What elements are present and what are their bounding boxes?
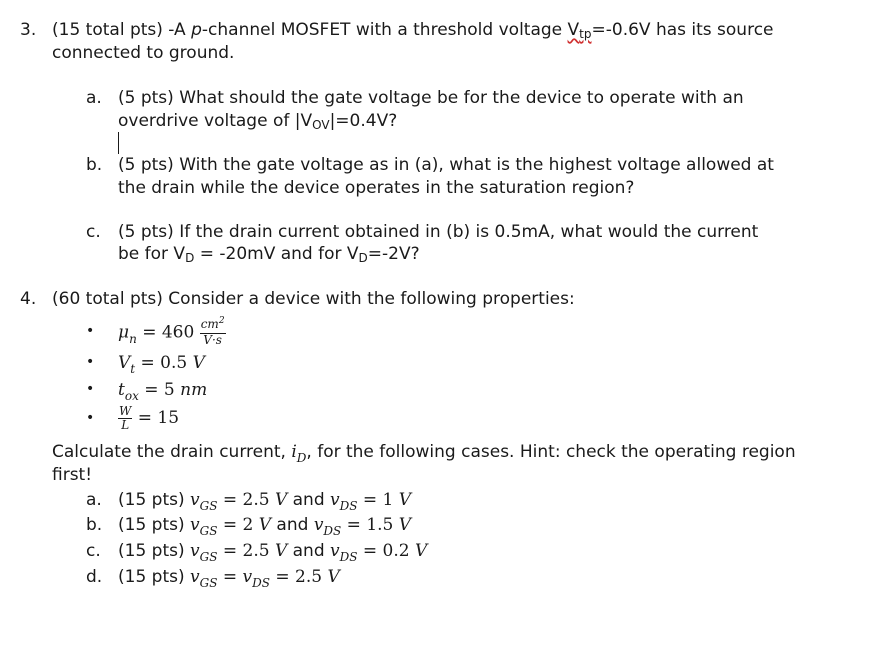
q3b-line1: (5 pts) With the gate voltage as in (a), what is the highest voltage allowed at <box>118 155 774 175</box>
q3-p-italic: p <box>191 20 202 40</box>
q3b-label: b. <box>86 155 103 175</box>
q4-calc-line1: Calculate the drain current, $i_D$, for the following cases. Hint: check the operating region <box>52 442 796 465</box>
q3-vtp: Vtp <box>567 20 592 41</box>
q4a-label: a. <box>86 490 102 510</box>
q3-line1-prefix: (15 total pts) -A <box>52 20 192 40</box>
q4d-label: d. <box>86 567 103 587</box>
bullet-icon: • <box>86 354 95 370</box>
text-cursor <box>118 132 119 154</box>
q4-intro: (60 total pts) Consider a device with the following properties: <box>52 289 575 309</box>
prop-tox: $t_{ox} = 5$ nm <box>118 380 208 403</box>
q3c-line2: be for VD = -20mV and for VD=-2V? <box>118 244 420 265</box>
q4c-label: c. <box>86 541 101 561</box>
q4-number: 4. <box>20 289 37 309</box>
q4c-case: (15 pts) $v_{GS} = 2.5$ V and $v_{DS} = 0.2$ V <box>118 541 428 564</box>
prop-wl-ratio: $\frac{W}{L}$ = 15 <box>119 403 180 432</box>
q4b-case: (15 pts) $v_{GS} = 2$ V and $v_{DS} = 1.5$ V <box>118 515 412 538</box>
q3-line2: connected to ground. <box>52 43 235 63</box>
q4d-case: (15 pts) $v_{GS} = v_{DS} = 2.5$ V <box>118 567 340 590</box>
bullet-icon: • <box>86 410 95 426</box>
q3a-line2: overdrive voltage of |VOV|=0.4V? <box>118 111 398 132</box>
q3c-label: c. <box>86 222 101 242</box>
q4a-case: (15 pts) $v_{GS} = 2.5$ V and $v_{DS} = 1$ V <box>118 490 412 513</box>
mobility-unit-fraction: $\frac{cm^2}{V\cdot s}$ <box>200 316 225 347</box>
q3-line1-mid: -channel MOSFET with a threshold voltage <box>201 20 568 40</box>
q3b-line2: the drain while the device operates in the saturation region? <box>118 178 635 198</box>
bullet-icon: • <box>86 381 95 397</box>
q3-line1-suffix: =-0.6V has its source <box>591 20 774 40</box>
q3a-line1: (5 pts) What should the gate voltage be for the device to operate with an <box>118 88 744 108</box>
bullet-icon: • <box>86 323 95 339</box>
q4-calc-line2: first! <box>52 465 93 485</box>
q3-line1 <box>52 19 774 42</box>
wl-fraction: $\frac{W}{L}$ <box>119 403 132 432</box>
q4b-label: b. <box>86 515 103 535</box>
prop-mobility: $\mu_n = 460$ $\frac{cm^2}{V\cdot s}$ <box>118 316 225 347</box>
q3a-label: a. <box>86 88 102 108</box>
q3c-line1: (5 pts) If the drain current obtained in (b) is 0.5mA, what would the current <box>118 222 759 242</box>
prop-threshold: $V_t = 0.5$ V <box>118 353 205 376</box>
q3-number: 3. <box>20 20 37 40</box>
